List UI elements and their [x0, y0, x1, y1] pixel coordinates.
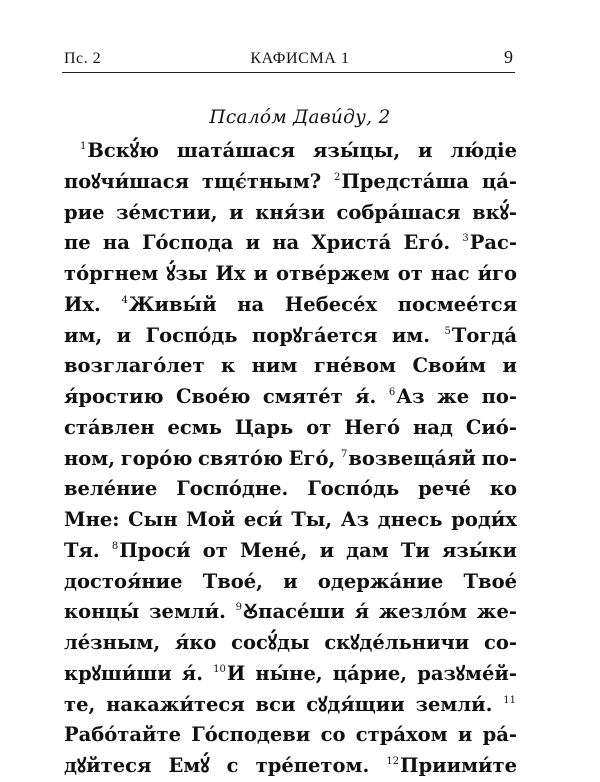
verse-number: 8	[111, 540, 119, 552]
word: гне́вом	[313, 354, 396, 378]
verse-start: $^5$Тогда́	[444, 323, 517, 347]
word: скꙋде́льничи	[324, 631, 470, 654]
word: Свои́м	[412, 354, 486, 378]
verse-number: 10	[213, 663, 226, 675]
word: Твое́,	[202, 569, 263, 593]
verse-start: $^7$возвеща́яй	[340, 446, 476, 470]
word: ко	[489, 477, 517, 501]
word: и	[245, 231, 261, 255]
text-line	[64, 413, 517, 444]
word: им,	[64, 323, 103, 347]
word: стра́хом	[355, 723, 448, 747]
word: вкꙋ́-	[472, 200, 517, 224]
verse-number: 1	[80, 141, 87, 152]
text-line	[64, 567, 517, 598]
word: Сио́-	[465, 415, 517, 439]
verse-start: $^8$Проси́	[111, 538, 191, 562]
word: же-	[476, 600, 517, 624]
word: к	[221, 354, 236, 378]
word: смяте́т	[262, 385, 343, 408]
verse-start: $^3$Рас-	[462, 231, 517, 255]
word: пе	[64, 231, 91, 255]
word: по-	[481, 385, 517, 408]
word: Его́.	[403, 231, 451, 255]
word: поꙋчи́шася	[64, 169, 190, 193]
word: тре́петом.	[255, 754, 370, 777]
verse-number: 2	[334, 171, 341, 183]
word: крꙋши́ши	[64, 661, 172, 685]
word: рече́	[418, 477, 471, 501]
word: ле́зным,	[64, 631, 161, 654]
word: горо́ю	[120, 446, 193, 470]
word: и	[457, 723, 473, 747]
verse-start	[503, 690, 517, 721]
word: ном,	[64, 446, 116, 470]
word: я́.	[181, 661, 203, 685]
text-line	[64, 628, 517, 659]
text-line	[64, 444, 517, 475]
word: от	[202, 538, 228, 562]
word: сꙋдя́щии	[306, 692, 405, 716]
verse-number: 3	[462, 233, 469, 245]
word: посмее́тся	[397, 292, 517, 316]
word: Мене́,	[239, 538, 308, 562]
word: лю́діе	[450, 139, 517, 162]
word: Госпо́дь	[145, 323, 238, 347]
verse-number: 12	[386, 756, 400, 767]
verse-number: 11	[503, 694, 516, 706]
word: на	[102, 231, 130, 255]
word: Мой	[186, 508, 236, 531]
word: Свое́ю	[175, 385, 251, 408]
verse-start: $^1$Вскꙋ́ю	[80, 139, 159, 162]
word: земли́.	[149, 600, 226, 624]
verse-start: $^6$Аз	[388, 385, 425, 408]
word: веле́ние	[64, 477, 158, 501]
running-head-left: Пс. 2	[64, 50, 102, 67]
word: на	[237, 292, 265, 316]
word: роди́х	[451, 508, 517, 531]
running-head-title: КАФИСМА 1	[250, 50, 350, 67]
text-line	[64, 167, 517, 198]
word: и	[283, 569, 298, 593]
text-line	[64, 228, 517, 259]
word: собра́шася	[336, 200, 461, 224]
word: я́.	[355, 385, 377, 408]
word: я́ко	[174, 631, 217, 654]
word: ца́-	[481, 169, 517, 193]
word: и	[229, 200, 244, 224]
word: и́го	[477, 262, 517, 285]
text-line	[64, 259, 517, 290]
word: Го́сподеви	[191, 723, 311, 747]
word: и	[319, 538, 335, 562]
word: Него́	[344, 415, 401, 439]
word: Тя.	[64, 538, 100, 562]
word: Аз	[340, 508, 370, 531]
text-line	[64, 351, 517, 382]
text-line	[64, 474, 517, 505]
verse-start: $^4$Живы́й	[121, 292, 217, 316]
word: ра́-	[482, 723, 517, 747]
header-rule	[62, 72, 515, 73]
text-line	[64, 136, 517, 167]
word: язы́ки	[441, 538, 517, 562]
word: Ти	[400, 538, 430, 562]
word: над	[412, 415, 453, 439]
verse-start: $^{12}$Приими́те	[386, 754, 517, 777]
word: возглаго́лет	[64, 354, 205, 378]
word: язы́цы,	[312, 139, 401, 162]
psalm-title: Псало́м Дави́ду, 2	[209, 107, 391, 128]
word: Мне:	[64, 508, 120, 531]
word: Царь	[234, 415, 294, 439]
word: свято́ю	[198, 446, 283, 470]
word: Го́спода	[142, 231, 234, 255]
word: тщє́тным?	[201, 169, 322, 193]
word: от	[306, 415, 332, 439]
text-line	[64, 751, 517, 782]
verse-start: $^9$Ꙋпасе́ши	[235, 600, 345, 624]
text-line	[64, 198, 517, 229]
word: дꙋйтеся	[64, 754, 152, 777]
word: то́ргнем	[64, 262, 159, 285]
word: Сын	[128, 508, 178, 531]
word: концы́	[64, 600, 140, 624]
word: Его́,	[288, 446, 336, 470]
verse-number: 9	[235, 602, 243, 614]
word: Ты,	[291, 508, 333, 531]
word: сосꙋ́ды	[231, 631, 310, 654]
word: ны́не,	[255, 661, 323, 685]
word: земли́.	[415, 692, 493, 716]
word: я́	[354, 600, 369, 624]
word: одержа́ние	[317, 569, 444, 593]
word: рие	[64, 200, 105, 224]
word: порꙋга́ется	[251, 323, 378, 347]
verse-number: 7	[340, 448, 348, 460]
word: от	[397, 262, 423, 285]
word: Твое́	[463, 569, 517, 593]
word: те,	[64, 692, 96, 716]
word: ца́рие,	[332, 661, 408, 685]
word: Христа́	[311, 231, 392, 255]
word: со	[320, 723, 346, 747]
verse-number: 4	[121, 294, 128, 306]
psalm-text	[64, 136, 517, 782]
page-number: 9	[504, 47, 513, 67]
word: Госпо́дь	[307, 477, 400, 501]
text-line	[64, 597, 517, 628]
word: со-	[484, 631, 517, 654]
word: Емꙋ́	[168, 754, 210, 777]
word: Их	[215, 262, 246, 285]
word: им.	[391, 323, 431, 347]
text-line	[64, 505, 517, 536]
text-line	[64, 536, 517, 567]
text-line	[64, 290, 517, 321]
text-line	[64, 720, 517, 751]
word: зе́мстии,	[116, 200, 218, 224]
word: дам	[346, 538, 389, 562]
text-line	[64, 690, 517, 721]
word: жезло́м	[378, 600, 467, 624]
word: Небесе́х	[284, 292, 378, 316]
text-line	[64, 321, 517, 352]
word: еси́	[243, 508, 283, 531]
word: вси	[255, 692, 296, 716]
word: нас	[430, 262, 470, 285]
verse-number: 6	[388, 387, 396, 398]
word: Их.	[64, 292, 101, 316]
word: Рабо́тайте	[64, 723, 181, 747]
word: и	[253, 262, 268, 285]
word: достоя́ние	[64, 569, 183, 593]
word: ним	[251, 354, 298, 378]
word: по-	[481, 446, 517, 470]
word: с	[226, 754, 239, 777]
verse-number: 5	[444, 325, 451, 337]
verse-start: $^{10}$И	[213, 661, 246, 685]
word: днесь	[377, 508, 443, 531]
text-line	[64, 659, 517, 690]
word: на	[272, 231, 300, 255]
word: ꙋ́зы	[166, 262, 208, 285]
word: отве́ржем	[275, 262, 390, 285]
word: же	[437, 385, 470, 408]
word: накажи́теся	[106, 692, 245, 716]
word: и	[502, 354, 517, 378]
word: и	[418, 139, 433, 162]
word: Госпо́дне.	[176, 477, 289, 501]
word: есмь	[167, 415, 222, 439]
word: разꙋме́й-	[417, 661, 517, 685]
text-line	[64, 382, 517, 413]
word: шата́шася	[176, 139, 296, 162]
running-head	[0, 0, 600, 80]
word: кня́зи	[255, 200, 325, 224]
word: ста́влен	[64, 415, 155, 439]
word: я́ростию	[64, 385, 164, 408]
word: и	[116, 323, 132, 347]
verse-start: $^2$Предста́ша	[334, 169, 470, 193]
